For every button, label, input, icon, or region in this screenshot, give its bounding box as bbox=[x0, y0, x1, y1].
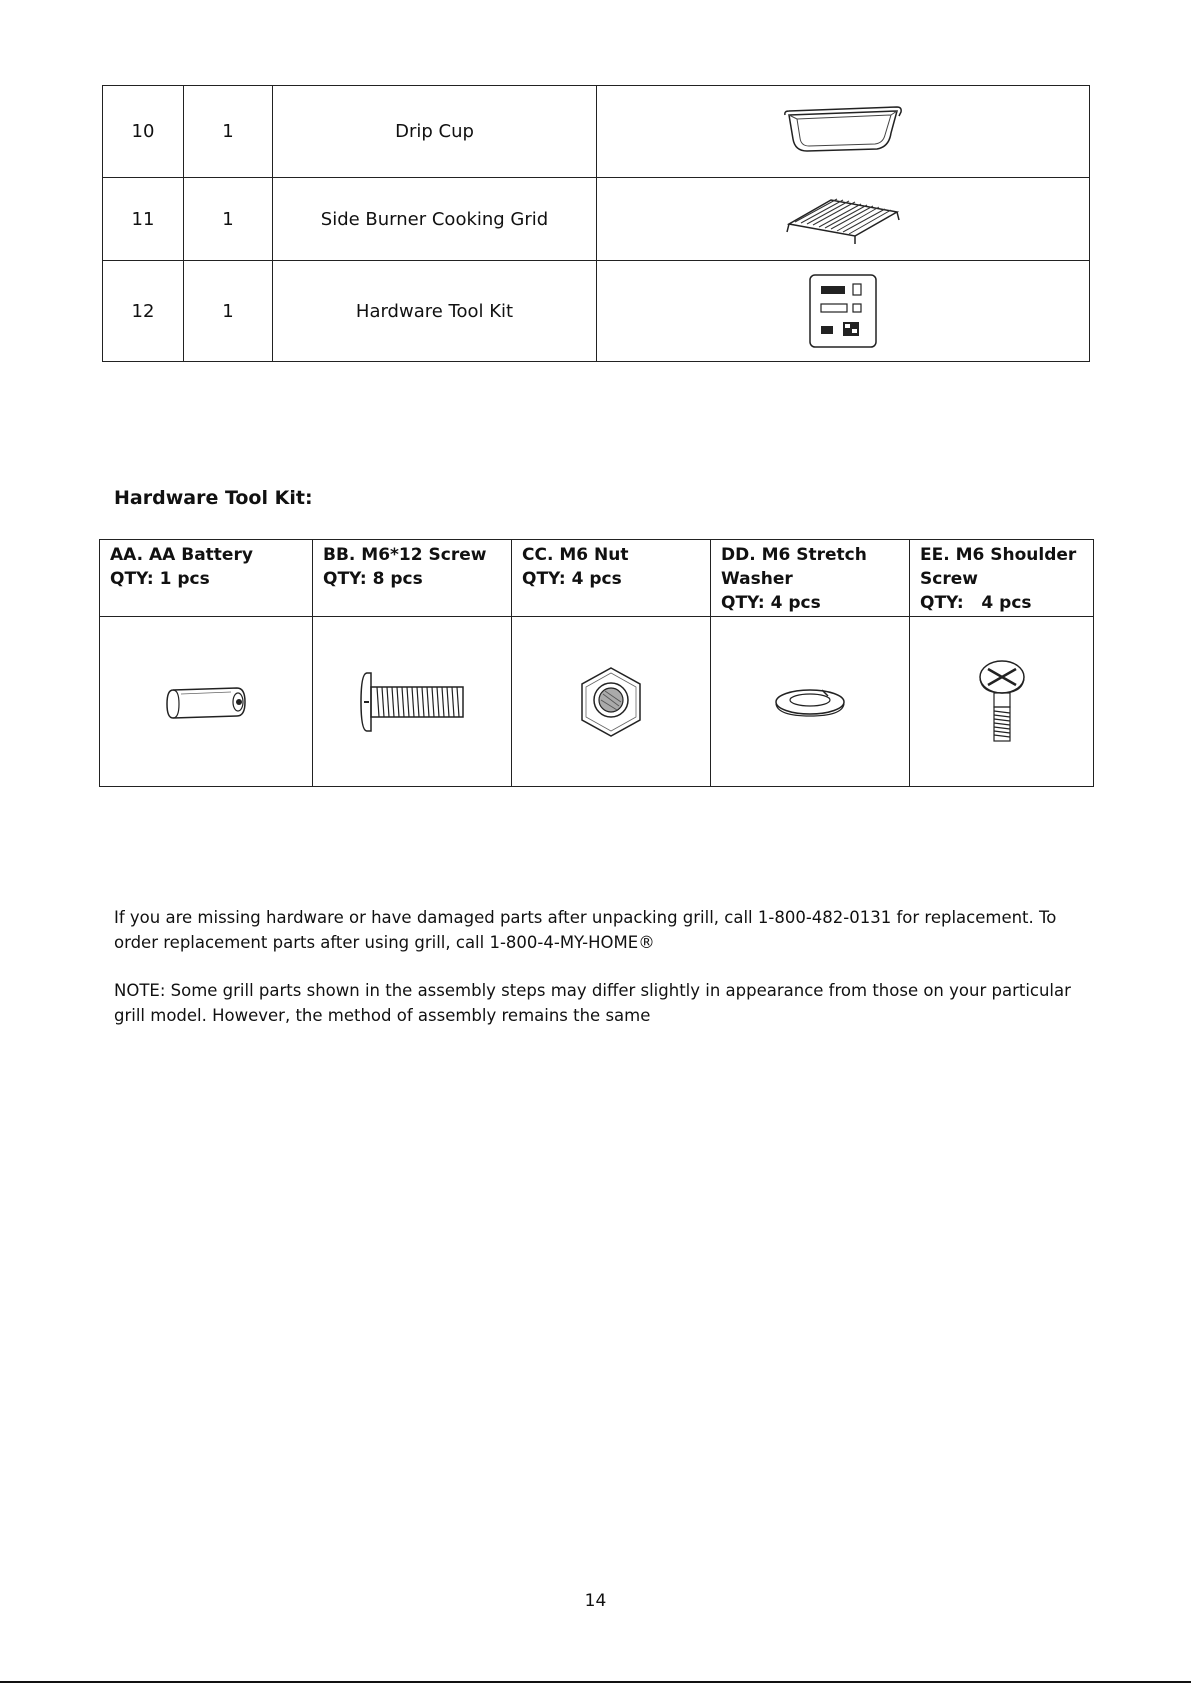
part-number: 11 bbox=[103, 178, 184, 261]
hardware-kit-table bbox=[99, 539, 1094, 787]
notes bbox=[114, 906, 1074, 1052]
hardware-kit-heading: Hardware Tool Kit: bbox=[114, 487, 313, 509]
kit-item-qty: QTY: 4 pcs bbox=[522, 569, 622, 589]
kit-item-header bbox=[100, 540, 313, 617]
kit-item-header bbox=[910, 540, 1094, 617]
part-number: 12 bbox=[103, 261, 184, 362]
kit-item-header bbox=[711, 540, 910, 617]
part-qty: 1 bbox=[184, 178, 273, 261]
table-row bbox=[100, 540, 1094, 617]
kit-item-qty: QTY: 4 pcs bbox=[721, 593, 821, 613]
table-row bbox=[100, 617, 1094, 787]
part-description: Side Burner Cooking Grid bbox=[273, 178, 597, 261]
table-row bbox=[103, 178, 1090, 261]
kit-item-label-cont: Washer bbox=[721, 569, 793, 589]
washer-icon bbox=[770, 682, 850, 722]
screw-icon bbox=[357, 667, 467, 737]
kit-item-label: AA. AA Battery bbox=[110, 545, 253, 565]
hardware-kit-icon bbox=[807, 272, 879, 350]
part-description: Drip Cup bbox=[273, 86, 597, 178]
kit-item-label: CC. M6 Nut bbox=[522, 545, 629, 565]
kit-item-label: DD. M6 Stretch bbox=[721, 545, 867, 565]
part-qty: 1 bbox=[184, 86, 273, 178]
drip-cup-icon bbox=[781, 103, 905, 161]
kit-item-header bbox=[512, 540, 711, 617]
cooking-grid-icon bbox=[783, 192, 903, 246]
nut-icon bbox=[576, 664, 646, 740]
part-number: 10 bbox=[103, 86, 184, 178]
bottom-rule bbox=[0, 1681, 1191, 1683]
kit-item-qty: QTY: 8 pcs bbox=[323, 569, 423, 589]
kit-item-qty: QTY: 4 pcs bbox=[920, 593, 1032, 613]
page-number: 14 bbox=[584, 1591, 607, 1611]
part-description: Hardware Tool Kit bbox=[273, 261, 597, 362]
kit-item-label: EE. M6 Shoulder bbox=[920, 545, 1077, 565]
kit-item-qty: QTY: 1 pcs bbox=[110, 569, 210, 589]
kit-item-header bbox=[313, 540, 512, 617]
kit-item-label-cont: Screw bbox=[920, 569, 978, 589]
table-row bbox=[103, 86, 1090, 178]
kit-item-label: BB. M6*12 Screw bbox=[323, 545, 487, 565]
assembly-note: NOTE: Some grill parts shown in the assembly steps may differ slightly in appearance from those on your particular grill model. However, the method of assembly remains the same bbox=[114, 981, 1071, 1025]
missing-parts-note: If you are missing hardware or have damaged parts after unpacking grill, call 1-800-482-0131 for replacement. To order replacement parts after using grill, call 1-800-4-MY-HOME® bbox=[114, 908, 1057, 952]
parts-table bbox=[102, 85, 1090, 362]
battery-icon bbox=[161, 682, 251, 722]
shoulder-screw-icon bbox=[974, 657, 1030, 747]
part-qty: 1 bbox=[184, 261, 273, 362]
table-row bbox=[103, 261, 1090, 362]
